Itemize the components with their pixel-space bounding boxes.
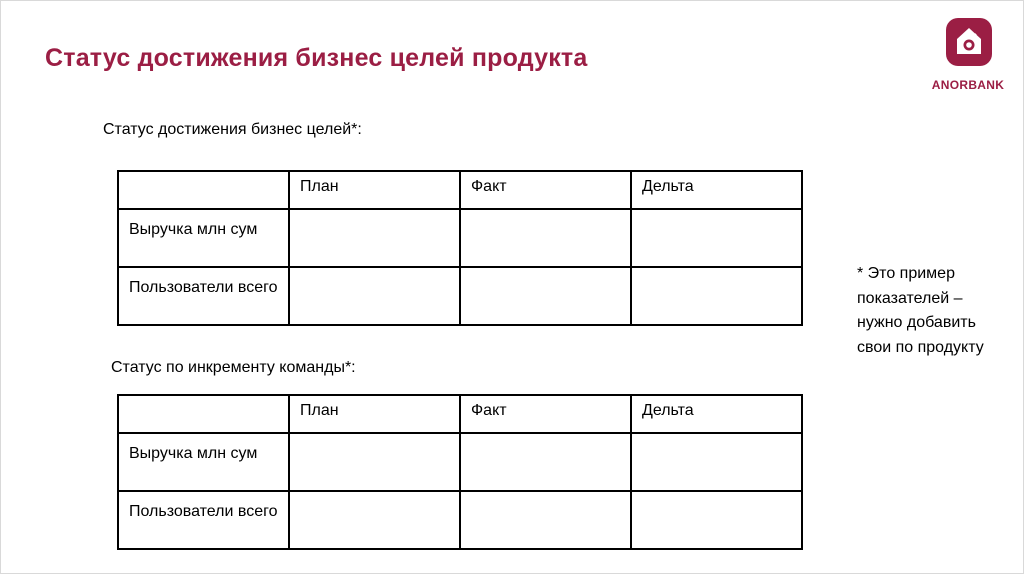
section-label-increment: Статус по инкременту команды*:	[111, 359, 356, 376]
row-label: Пользователи всего	[118, 491, 289, 549]
table-row	[118, 433, 802, 491]
anorbank-logo	[918, 18, 1018, 94]
anorbank-logo-icon	[946, 18, 992, 66]
header-cell	[118, 395, 289, 433]
cell-fact	[460, 491, 631, 549]
cell-delta	[631, 491, 802, 549]
header-cell-delta: Дельта	[631, 171, 802, 209]
goals-table	[117, 170, 803, 326]
cell-delta	[631, 267, 802, 325]
row-label: Выручка млн сум	[118, 433, 289, 491]
page-title: Статус достижения бизнес целей продукта	[45, 44, 588, 72]
cell-plan	[289, 209, 460, 267]
header-cell-plan: План	[289, 395, 460, 433]
cell-fact	[460, 267, 631, 325]
header-cell-plan: План	[289, 171, 460, 209]
table-header-row	[118, 395, 802, 433]
table-row	[118, 209, 802, 267]
cell-plan	[289, 433, 460, 491]
cell-fact	[460, 209, 631, 267]
cell-fact	[460, 433, 631, 491]
header-cell-fact: Факт	[460, 395, 631, 433]
row-label: Пользователи всего	[118, 267, 289, 325]
row-label: Выручка млн сум	[118, 209, 289, 267]
header-cell	[118, 171, 289, 209]
table-header-row	[118, 171, 802, 209]
increment-table	[117, 394, 803, 550]
cell-delta	[631, 433, 802, 491]
cell-delta	[631, 209, 802, 267]
logo-wordmark: ANORBANK	[931, 78, 1005, 92]
cell-plan	[289, 267, 460, 325]
table-row	[118, 267, 802, 325]
cell-plan	[289, 491, 460, 549]
header-cell-fact: Факт	[460, 171, 631, 209]
footnote: * Это пример показателей – нужно добавить свои по продукту	[857, 265, 984, 356]
table-row	[118, 491, 802, 549]
header-cell-delta: Дельта	[631, 395, 802, 433]
section-label-goals: Статус достижения бизнес целей*:	[103, 121, 362, 138]
